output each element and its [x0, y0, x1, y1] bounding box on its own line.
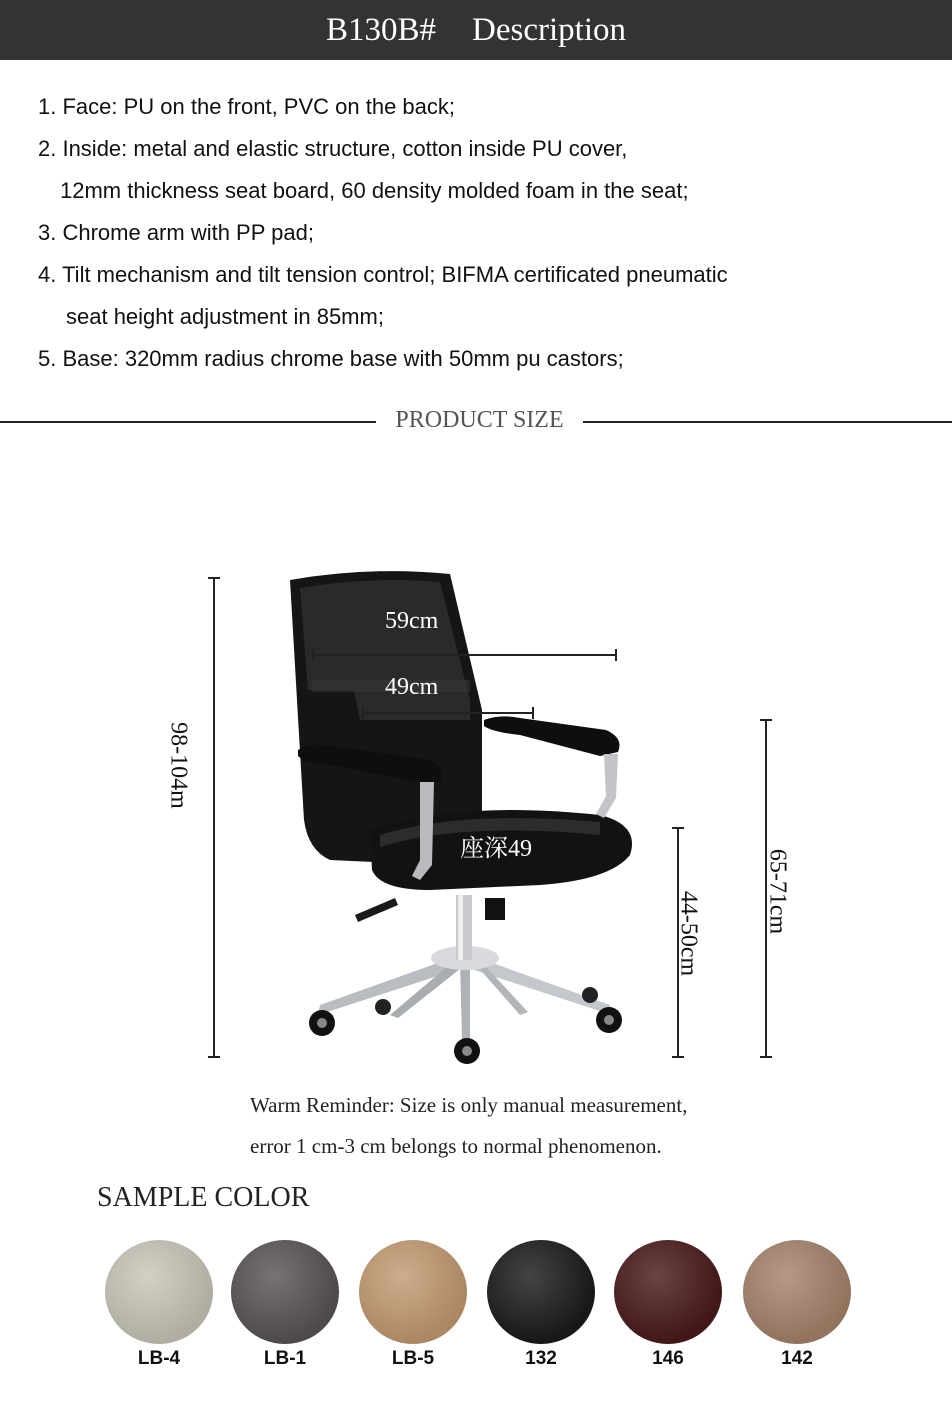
- description-list: [38, 86, 928, 380]
- description-item: seat height adjustment in 85mm;: [66, 304, 384, 329]
- chair-illustration: [0, 560, 952, 1080]
- swatch-code: 142: [781, 1348, 813, 1369]
- description-item: 3. Chrome arm with PP pad;: [38, 220, 314, 245]
- swatch-item: [743, 1240, 851, 1380]
- description-item: 4. Tilt mechanism and tilt tension control; BIFMA certificated pneumatic: [38, 262, 728, 287]
- arm-height-label: 65-71cm: [764, 848, 791, 935]
- divider-rule-left: [0, 421, 376, 423]
- chair-base: [309, 895, 622, 1064]
- overall-width-label: 59cm: [385, 608, 439, 634]
- swatch-code: LB-5: [391, 1348, 435, 1369]
- swatch-code: 146: [652, 1348, 684, 1369]
- swatch-item: [614, 1240, 722, 1380]
- color-swatch: [487, 1240, 595, 1344]
- chair-size-diagram: [0, 560, 952, 1080]
- swatch-item: [231, 1240, 339, 1380]
- color-swatch: [105, 1240, 213, 1344]
- description-item: 2. Inside: metal and elastic structure, cotton inside PU cover,: [38, 136, 628, 161]
- overall-height-label: 98-104m: [165, 722, 192, 809]
- color-swatch: [614, 1240, 722, 1344]
- sample-color-heading: SAMPLE COLOR: [97, 1182, 310, 1213]
- description-item: 12mm thickness seat board, 60 density molded foam in the seat;: [60, 178, 689, 203]
- product-size-divider: [0, 405, 952, 439]
- swatch-code: LB-1: [263, 1348, 307, 1369]
- color-swatch: [359, 1240, 467, 1344]
- swatch-code: 132: [525, 1348, 557, 1369]
- model-number: B130B#: [326, 11, 437, 48]
- page-title: Description: [472, 11, 626, 48]
- swatch-code: LB-4: [137, 1348, 181, 1369]
- reminder-line: Warm Reminder: Size is only manual measurement,: [250, 1093, 688, 1117]
- swatch-item: [359, 1240, 467, 1380]
- swatch-item: [105, 1240, 213, 1380]
- description-item: 5. Base: 320mm radius chrome base with 50mm pu castors;: [38, 346, 624, 371]
- reminder-line: error 1 cm-3 cm belongs to normal phenomenon.: [250, 1134, 662, 1158]
- divider-rule-right: [583, 421, 952, 423]
- sample-color-swatches: [0, 1240, 952, 1380]
- swatch-item: [487, 1240, 595, 1380]
- color-swatch: [743, 1240, 851, 1344]
- seat-width-label: 49cm: [385, 674, 439, 700]
- color-swatch: [231, 1240, 339, 1344]
- warm-reminder: [250, 1085, 870, 1167]
- seat-depth-label: 座深49: [460, 836, 532, 862]
- seat-height-label: 44-50cm: [675, 890, 702, 977]
- description-item: 1. Face: PU on the front, PVC on the back;: [38, 94, 456, 119]
- product-size-heading: PRODUCT SIZE: [395, 407, 564, 433]
- title-bar: [0, 0, 952, 60]
